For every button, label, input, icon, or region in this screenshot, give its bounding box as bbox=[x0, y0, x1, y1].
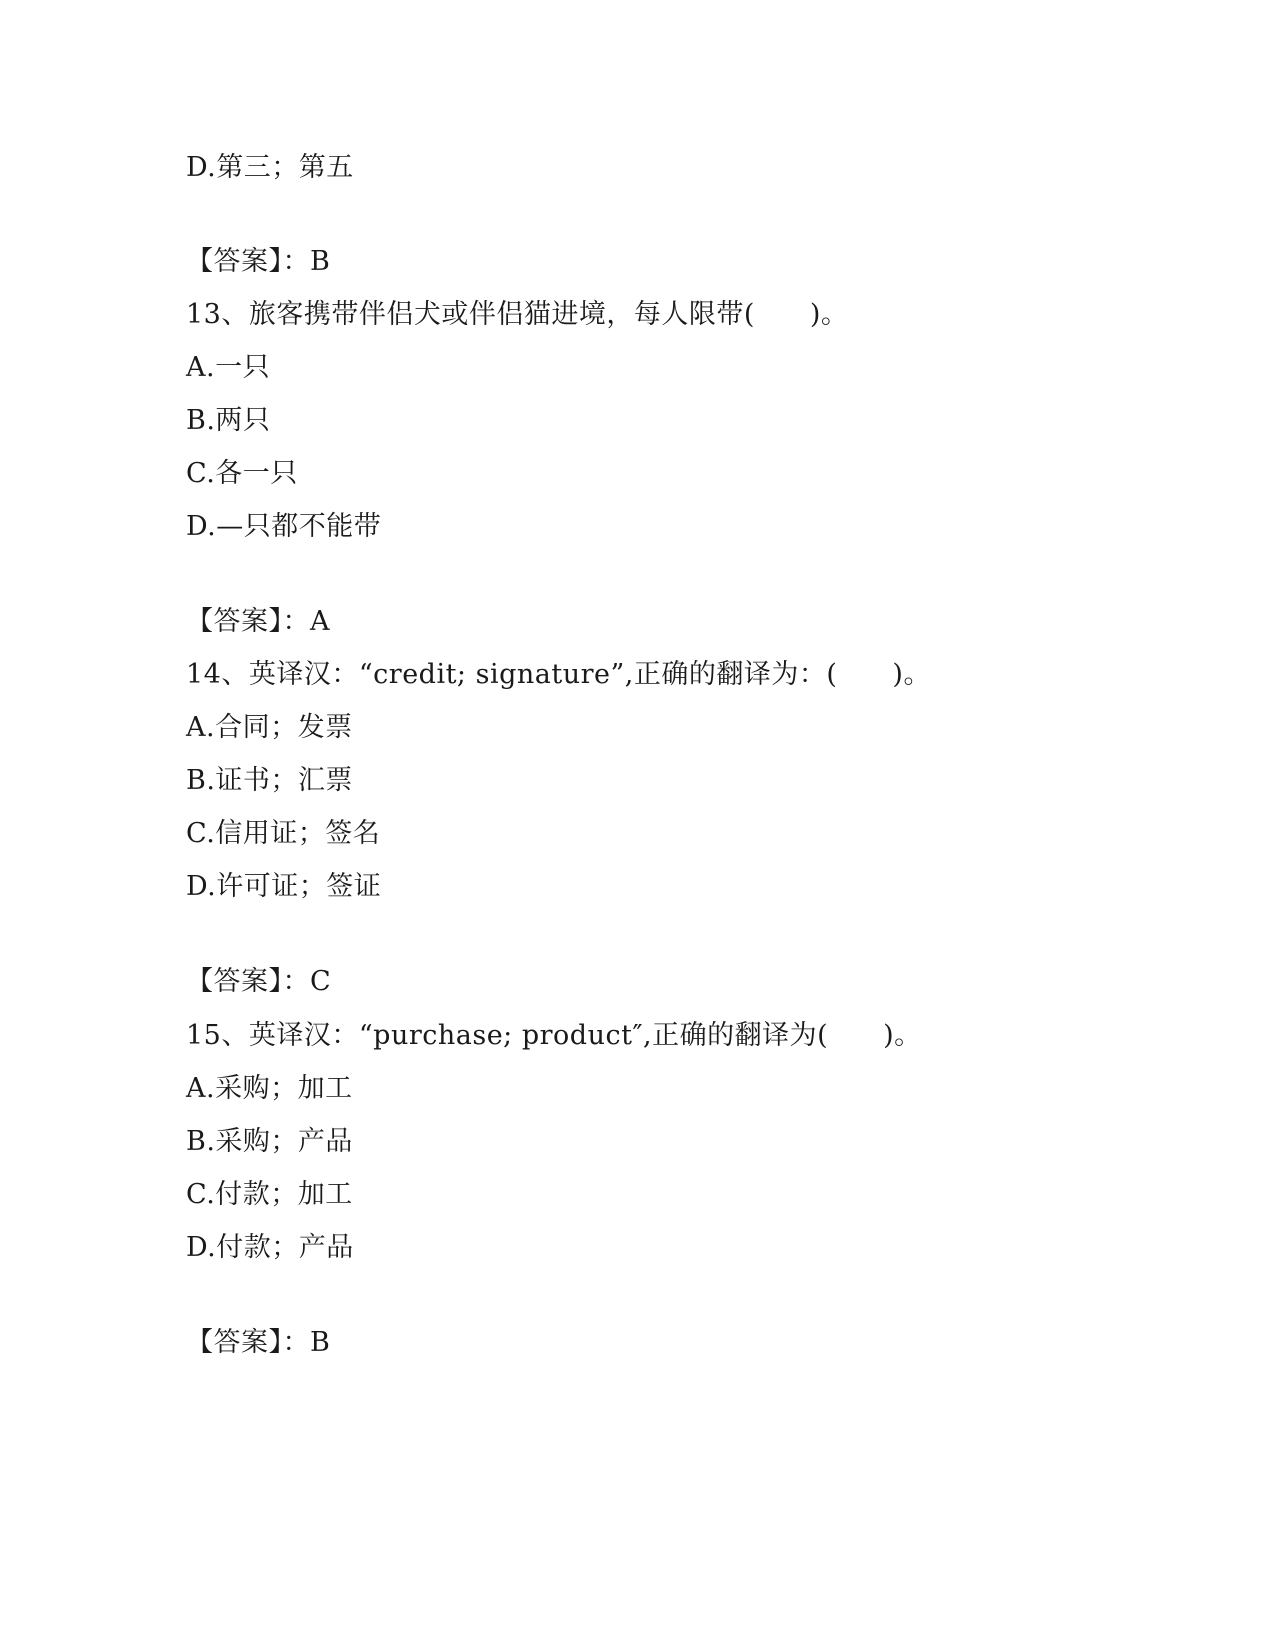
q15-option-d: D.付款；产品 bbox=[186, 1232, 354, 1263]
q13-option-a: A.一只 bbox=[186, 352, 271, 383]
prev-option-d: D.第三；第五 bbox=[186, 152, 354, 183]
q15-option-a: A.采购；加工 bbox=[186, 1073, 353, 1104]
q13-answer: 【答案】：A bbox=[186, 606, 330, 637]
q13-option-b: B.两只 bbox=[186, 405, 271, 436]
q15-stem: 15、英译汉：“purchase; product″,正确的翻译为( )。 bbox=[186, 1020, 922, 1051]
q13-stem: 13、旅客携带伴侣犬或伴侣猫进境，每人限带( )。 bbox=[186, 299, 849, 330]
q15-option-b: B.采购；产品 bbox=[186, 1126, 353, 1157]
q14-option-b: B.证书；汇票 bbox=[186, 765, 353, 796]
q14-option-d: D.许可证；签证 bbox=[186, 871, 382, 902]
q13-option-c: C.各一只 bbox=[186, 458, 298, 489]
q15-option-c: C.付款；加工 bbox=[186, 1179, 353, 1210]
q14-answer: 【答案】：C bbox=[186, 966, 332, 997]
q13-option-d: D.—只都不能带 bbox=[186, 511, 382, 542]
prev-answer: 【答案】：B bbox=[186, 246, 331, 277]
q15-answer: 【答案】：B bbox=[186, 1327, 331, 1358]
q14-stem: 14、英译汉：“credit; signature”,正确的翻译为：( )。 bbox=[186, 659, 931, 690]
q14-option-a: A.合同；发票 bbox=[186, 712, 353, 743]
q14-option-c: C.信用证；签名 bbox=[186, 818, 381, 849]
